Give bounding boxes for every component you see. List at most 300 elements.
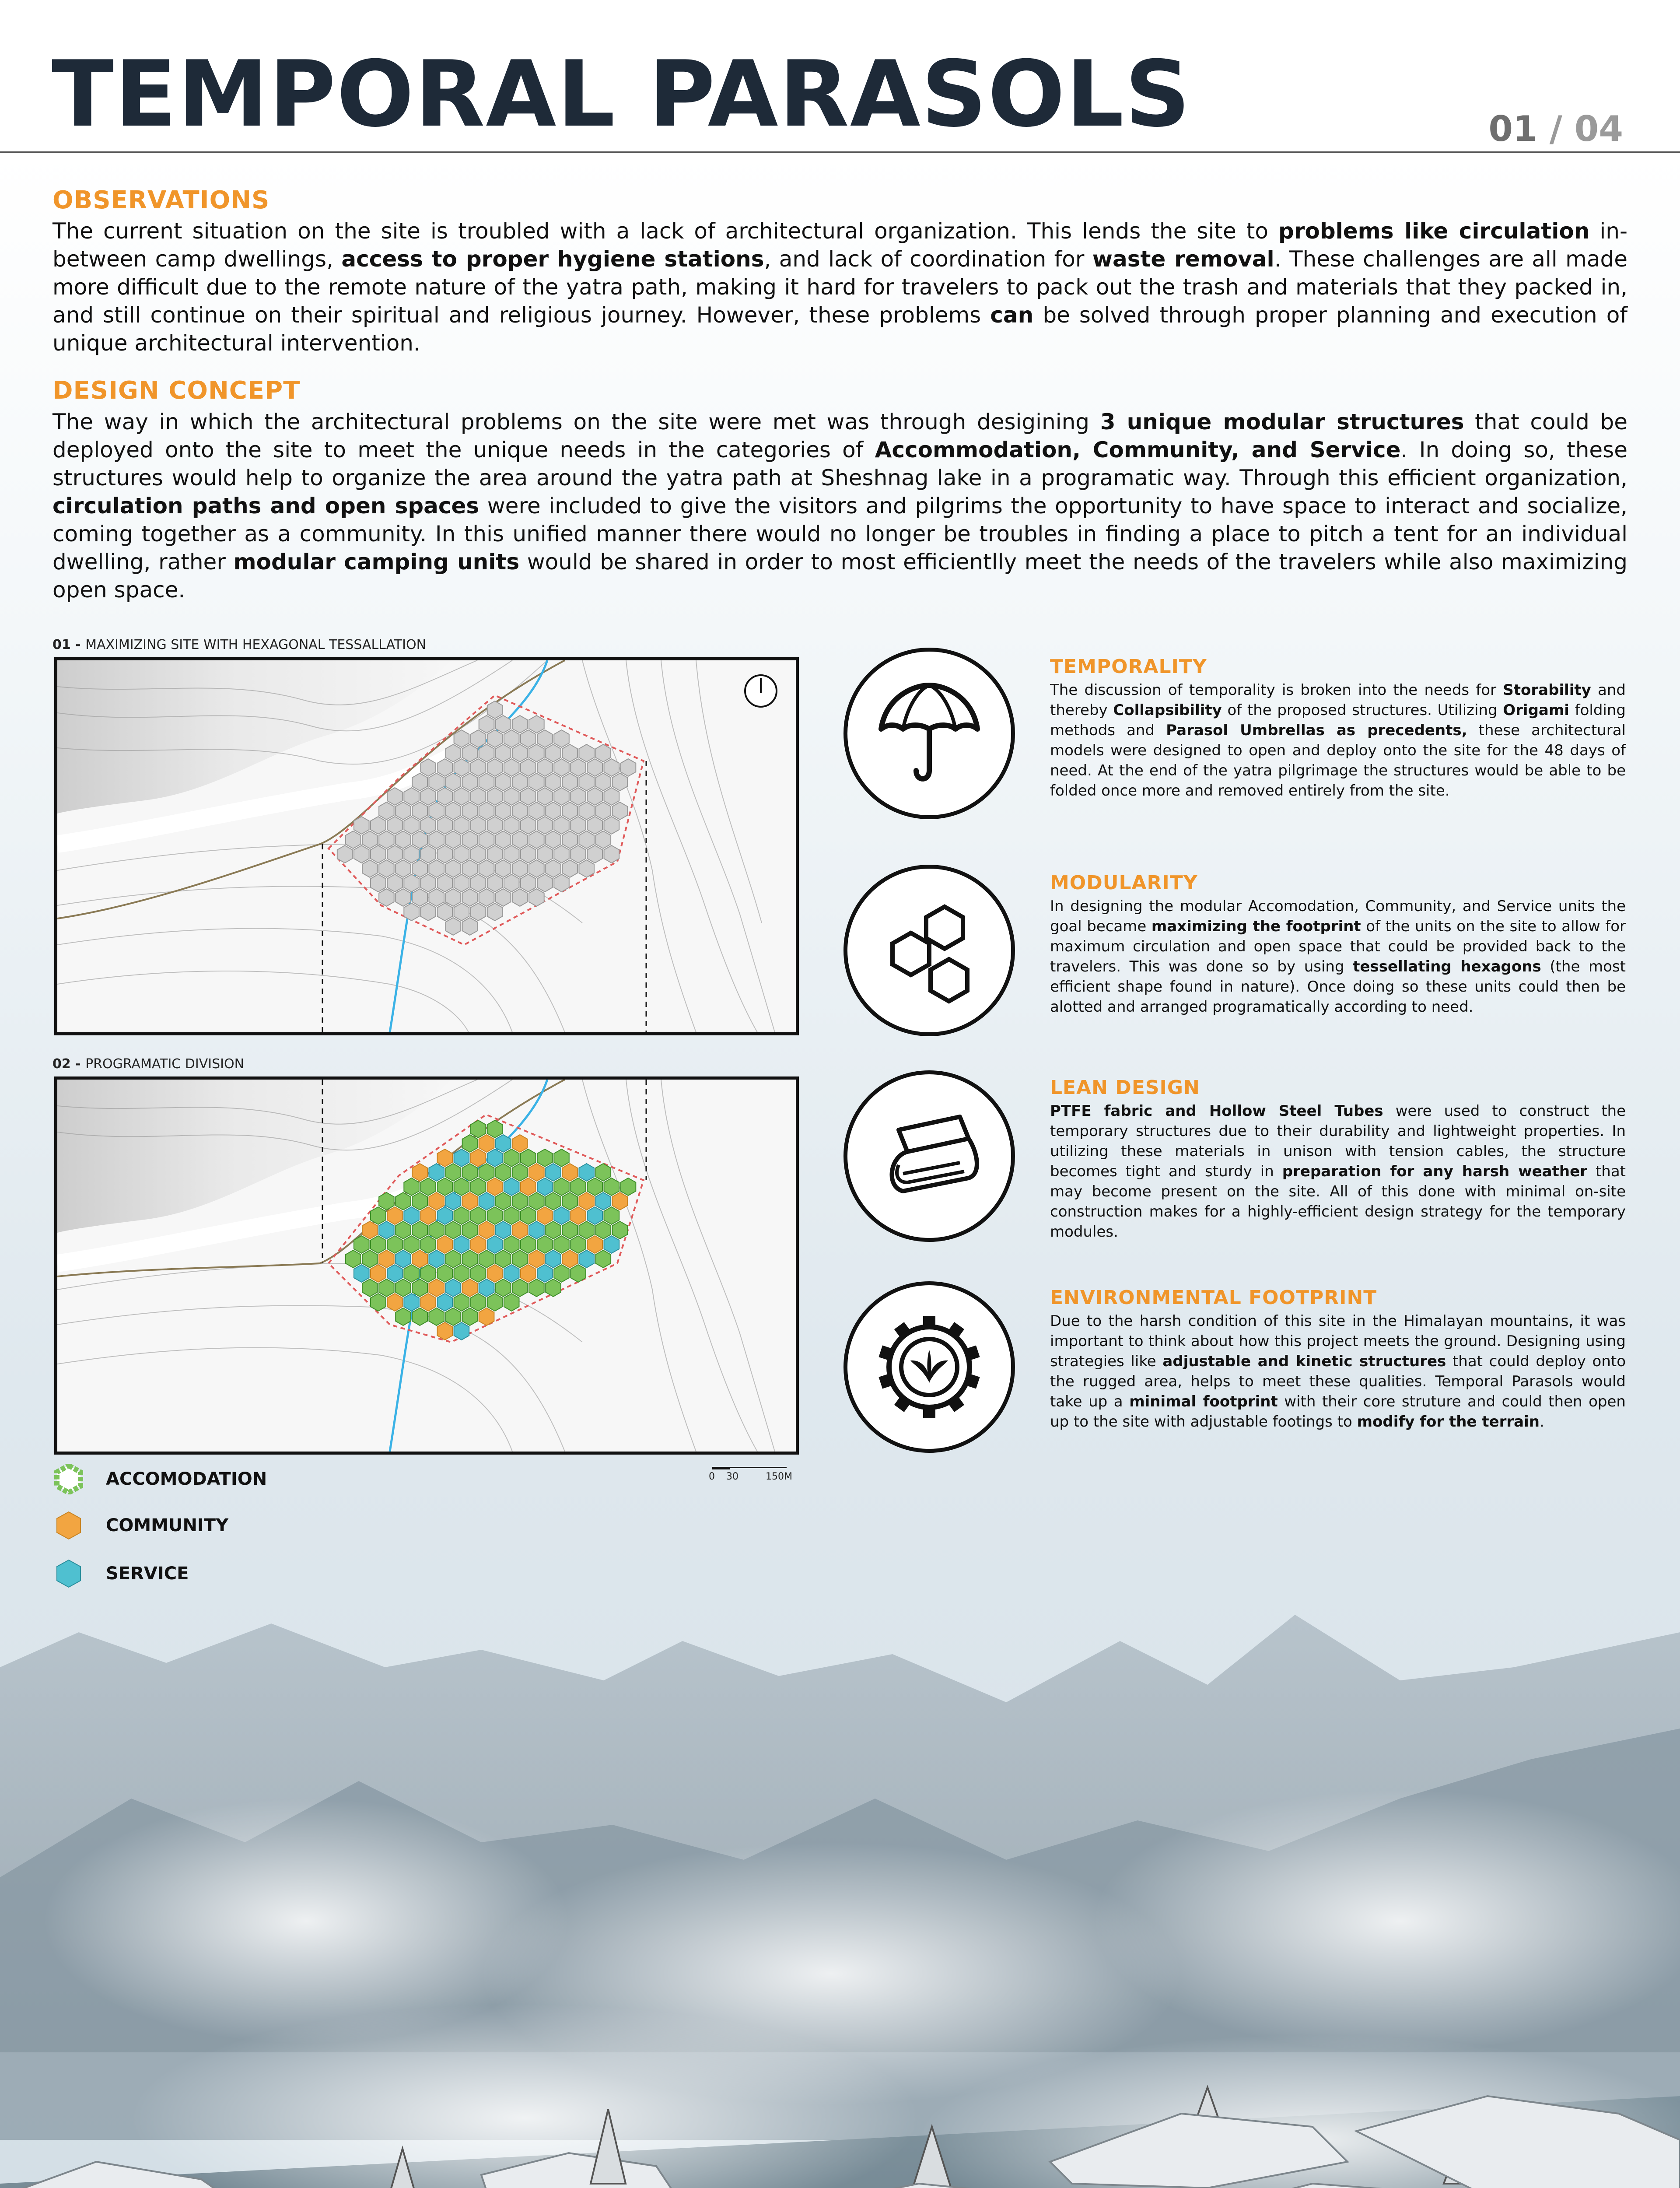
accommodation-hexagon [487, 1207, 503, 1224]
community-hexagon [479, 1308, 494, 1325]
site-hexagon [554, 874, 569, 892]
accommodation-hexagon [379, 1279, 394, 1297]
accommodation-hexagon [471, 1265, 486, 1282]
site-hexagon [420, 845, 436, 863]
design-concept-text [52, 408, 1628, 604]
site-hexagon [404, 903, 419, 921]
site-hexagon [487, 874, 503, 892]
site-hexagon [454, 874, 469, 892]
accommodation-hexagon [546, 1221, 561, 1239]
text-emphasis: Parasol Umbrellas as precedents, [1166, 722, 1467, 739]
service-hexagon [404, 1207, 419, 1224]
community-hexagon-icon [53, 1510, 84, 1541]
accommodation-hexagon [454, 1265, 469, 1282]
site-hexagon [529, 773, 544, 791]
site-hexagon [512, 744, 528, 762]
site-hexagon [371, 874, 386, 892]
text-run: with their core struture and could then open up to the site with adjustable footings to [1050, 1393, 1626, 1431]
site-hexagon [420, 759, 436, 776]
site-hexagon [579, 831, 594, 849]
community-hexagon [529, 1164, 544, 1181]
page-total: 04 [1574, 109, 1623, 149]
service-hexagon [596, 1192, 611, 1210]
site-hexagon [462, 889, 478, 906]
community-hexagon [521, 1178, 536, 1196]
service-hexagon [504, 1178, 519, 1196]
site-hexagon [471, 759, 486, 776]
text-emphasis: 3 unique modular structures [1100, 409, 1464, 435]
text-emphasis: Storability [1503, 681, 1591, 699]
temporality-title: TEMPORALITY [1050, 656, 1207, 678]
site-hexagon [412, 831, 427, 849]
site-hexagon [379, 831, 394, 849]
site-hexagon [521, 730, 536, 747]
community-hexagon [562, 1164, 578, 1181]
site-hexagon [462, 773, 478, 791]
text-run: The current situation on the site is troubled with a lack of architectural organization. This lends the site to [52, 218, 1279, 244]
accommodation-hexagon [546, 1279, 561, 1297]
service-hexagon [546, 1250, 561, 1268]
accommodation-hexagon [504, 1149, 519, 1167]
accommodation-hexagon [471, 1207, 486, 1224]
community-hexagon [521, 1265, 536, 1282]
service-hexagon [354, 1265, 369, 1282]
accommodation-hexagon [362, 1279, 378, 1297]
service-hexagon [487, 1236, 503, 1253]
map1-label [52, 637, 426, 652]
site-map-hexagonal [54, 657, 799, 1035]
accommodation-hexagon [387, 1236, 402, 1253]
service-hexagon [554, 1207, 569, 1224]
community-hexagon [438, 1149, 453, 1167]
map1-caption: MAXIMIZING SITE WITH HEXAGONAL TESSALLATION [85, 637, 427, 652]
service-hexagon-icon [53, 1558, 84, 1589]
accommodation-hexagon [412, 1192, 427, 1210]
accommodation-hexagon [462, 1250, 478, 1268]
accommodation-hexagon [521, 1149, 536, 1167]
site-hexagon [537, 817, 553, 834]
temporality-text [1050, 680, 1626, 801]
site-hexagon [379, 889, 394, 906]
site-hexagon [479, 831, 494, 849]
accommodation-hexagon [512, 1164, 528, 1181]
text-run: these architectural models were designed to open and deploy onto the site for the 48 days of need. At the end of the yatra pilgrimage the structures would be able to be folded once more and removed entirely from the site. [1050, 722, 1626, 799]
site-hexagon [396, 831, 411, 849]
site-hexagon [387, 845, 402, 863]
accommodation-hexagon [554, 1236, 569, 1253]
site-hexagon [587, 759, 602, 776]
accommodation-hexagon [446, 1221, 461, 1239]
site-hexagon [496, 831, 511, 849]
hexagons-icon [872, 894, 986, 1007]
accommodation-hexagon [404, 1265, 419, 1282]
site-hexagon [496, 773, 511, 791]
site-hexagon [471, 845, 486, 863]
text-run: of the units on the site to allow for maximum circulation and open space that could be provided back to the travelers. This was done so by using [1050, 918, 1626, 975]
site-hexagon [404, 788, 419, 805]
accommodation-hexagon [420, 1178, 436, 1196]
accommodation-hexagon [604, 1207, 620, 1224]
accommodation-hexagon [570, 1236, 586, 1253]
service-hexagon [604, 1236, 620, 1253]
text-emphasis: tessellating hexagons [1353, 958, 1541, 975]
site-hexagon [354, 817, 369, 834]
site-hexagon [562, 802, 578, 820]
accommodation-hexagon [521, 1236, 536, 1253]
site-hexagon [562, 744, 578, 762]
site-hexagon [529, 831, 544, 849]
header-divider [0, 151, 1680, 153]
site-hexagon [596, 831, 611, 849]
site-hexagon [387, 788, 402, 805]
site-hexagon [371, 845, 386, 863]
temporality-icon-circle [844, 648, 1015, 819]
community-hexagon [387, 1207, 402, 1224]
site-hexagon [570, 788, 586, 805]
site-hexagon [496, 889, 511, 906]
accommodation-hexagon [537, 1149, 553, 1167]
site-hexagon [579, 802, 594, 820]
site-hexagon [462, 802, 478, 820]
site-hexagon [521, 788, 536, 805]
legend-community-label: COMMUNITY [106, 1515, 229, 1536]
service-hexagon [387, 1265, 402, 1282]
community-hexagon [438, 1322, 453, 1340]
service-hexagon [379, 1221, 394, 1239]
accommodation-hexagon [371, 1207, 386, 1224]
site-hexagon [454, 730, 469, 747]
community-hexagon [438, 1236, 453, 1253]
site-hexagon [504, 759, 519, 776]
site-hexagon [512, 773, 528, 791]
site-hexagon [496, 860, 511, 877]
site-hexagon [579, 860, 594, 877]
service-hexagon [537, 1265, 553, 1282]
site-hexagon [512, 860, 528, 877]
site-hexagon [487, 730, 503, 747]
map2-caption: PROGRAMATIC DIVISION [85, 1056, 245, 1072]
accommodation-hexagon [596, 1164, 611, 1181]
text-run: folding methods and [1050, 701, 1626, 739]
accommodation-hexagon [446, 1308, 461, 1325]
site-hexagon [420, 874, 436, 892]
accommodation-hexagon [496, 1279, 511, 1297]
accommodation-hexagon [504, 1236, 519, 1253]
site-hexagon [387, 817, 402, 834]
site-hexagon [438, 874, 453, 892]
service-hexagon [446, 1192, 461, 1210]
service-hexagon [404, 1294, 419, 1311]
text-emphasis: waste removal [1092, 246, 1274, 272]
site-hexagon [337, 845, 353, 863]
legend-accommodation [53, 1462, 267, 1497]
site-hexagon [404, 845, 419, 863]
site-hexagon [479, 860, 494, 877]
site-hexagon [621, 759, 636, 776]
service-hexagon [396, 1250, 411, 1268]
accommodation-hexagon [379, 1192, 394, 1210]
site-hexagon [587, 817, 602, 834]
site-hexagon [487, 845, 503, 863]
service-hexagon [496, 1221, 511, 1239]
accommodation-hexagon [554, 1149, 569, 1167]
accommodation-hexagon [462, 1221, 478, 1239]
accommodation-hexagon [404, 1178, 419, 1196]
text-run: that could deploy onto the rugged area, helps to meet these qualities. Temporal Parasols would take up a [1050, 1353, 1626, 1410]
text-run: of the proposed structures. Utilizing [1222, 701, 1503, 719]
community-hexagon [429, 1192, 444, 1210]
poster-title: TEMPORAL PARASOLS [52, 42, 1191, 147]
community-hexagon [487, 1178, 503, 1196]
community-hexagon [537, 1207, 553, 1224]
accommodation-hexagon [412, 1308, 427, 1325]
site-hexagon [420, 817, 436, 834]
site-hexagon [471, 874, 486, 892]
modularity-text [1050, 896, 1626, 1017]
site-hexagon [454, 788, 469, 805]
accommodation-hexagon [596, 1221, 611, 1239]
accommodation-hexagon [537, 1236, 553, 1253]
site-hexagon [371, 817, 386, 834]
accommodation-hexagon [462, 1308, 478, 1325]
site-hexagon [587, 788, 602, 805]
site-hexagon [446, 831, 461, 849]
accommodation-hexagon [521, 1207, 536, 1224]
site-hexagon [537, 730, 553, 747]
service-hexagon [454, 1322, 469, 1340]
scale-bar [709, 1467, 796, 1484]
site-hexagon [496, 715, 511, 733]
site-hexagon [396, 802, 411, 820]
gear-leaf-icon [870, 1308, 988, 1426]
site-hexagon [346, 831, 361, 849]
accommodation-hexagon [371, 1236, 386, 1253]
site-hexagon [537, 788, 553, 805]
text-emphasis: access to proper hygiene stations [341, 246, 764, 272]
community-hexagon [362, 1221, 378, 1239]
site-hexagon [438, 759, 453, 776]
mountain-camp-render [0, 1615, 1680, 2188]
site-hexagon [612, 773, 628, 791]
service-hexagon [496, 1135, 511, 1152]
text-run: The discussion of temporality is broken into the needs for [1050, 681, 1503, 699]
page-current: 01 [1488, 109, 1537, 149]
text-run: . [1539, 1413, 1544, 1431]
folded-fabric-icon [872, 1099, 986, 1213]
accommodation-hexagon [420, 1265, 436, 1282]
lean-design-text [1050, 1101, 1626, 1242]
site-hexagon [429, 889, 444, 906]
site-hexagon [570, 759, 586, 776]
text-emphasis: can [990, 302, 1034, 328]
site-hexagon [429, 773, 444, 791]
site-hexagon [562, 773, 578, 791]
accommodation-hexagon [454, 1207, 469, 1224]
accommodation-hexagon [354, 1236, 369, 1253]
legend-service [53, 1556, 189, 1591]
community-hexagon [462, 1279, 478, 1297]
accommodation-hexagon [562, 1192, 578, 1210]
site-hexagon [462, 831, 478, 849]
site-hexagon [454, 845, 469, 863]
site-hexagon [562, 860, 578, 877]
site-hexagon [446, 889, 461, 906]
accommodation-hexagon [621, 1178, 636, 1196]
site-hexagon [404, 874, 419, 892]
site-hexagon [554, 817, 569, 834]
site-hexagon [546, 744, 561, 762]
text-run: (the most efficient shape found in nature). Once doing so these units could then be alotted and arranged programatically according to need. [1050, 958, 1626, 1016]
site-hexagon [438, 845, 453, 863]
community-hexagon [512, 1221, 528, 1239]
site-hexagon [354, 845, 369, 863]
site-hexagon [546, 860, 561, 877]
site-hexagon [438, 817, 453, 834]
site-hexagon [446, 744, 461, 762]
site-hexagon [604, 845, 620, 863]
umbrella-icon [872, 677, 986, 790]
observations-title: OBSERVATIONS [52, 186, 270, 214]
accommodation-hexagon [479, 1250, 494, 1268]
text-run: Due to the harsh condition of this site in the Himalayan mountains, it was important to think about how this project meets the ground. Designing using strategies like [1050, 1312, 1626, 1370]
site-hexagon [521, 845, 536, 863]
accommodation-hexagon [604, 1178, 620, 1196]
site-hexagon [604, 759, 620, 776]
text-run: be solved through proper planning and execution of unique architectural intervention. [52, 302, 1628, 356]
text-run: that could be deployed onto the site to meet the unique needs in the categories of [52, 409, 1628, 463]
accommodation-hexagon [438, 1265, 453, 1282]
site-hexagon [529, 715, 544, 733]
lean-design-icon-circle [844, 1070, 1015, 1242]
site-map-1-drawing [57, 660, 796, 1032]
service-hexagon [479, 1192, 494, 1210]
site-hexagon [554, 730, 569, 747]
community-hexagon [429, 1279, 444, 1297]
accommodation-hexagon [362, 1250, 378, 1268]
accommodation-hexagon [396, 1192, 411, 1210]
accommodation-hexagon [504, 1207, 519, 1224]
accommodation-hexagon [504, 1294, 519, 1311]
community-hexagon [420, 1294, 436, 1311]
site-hexagon [537, 845, 553, 863]
accommodation-hexagon [512, 1250, 528, 1268]
design-concept-title: DESIGN CONCEPT [52, 376, 301, 405]
site-hexagon [562, 831, 578, 849]
accommodation-hexagon [496, 1164, 511, 1181]
site-hexagon [479, 802, 494, 820]
community-hexagon [570, 1207, 586, 1224]
service-hexagon [438, 1294, 453, 1311]
page-indicator [1488, 109, 1623, 149]
site-hexagon [596, 773, 611, 791]
text-emphasis: adjustable and kinetic structures [1162, 1353, 1446, 1370]
site-hexagon [529, 744, 544, 762]
site-hexagon [554, 845, 569, 863]
site-hexagon [512, 889, 528, 906]
community-hexagon [462, 1192, 478, 1210]
accommodation-hexagon [429, 1308, 444, 1325]
community-hexagon [562, 1250, 578, 1268]
scale-zero: 0 [709, 1471, 715, 1482]
legend-community [53, 1508, 228, 1543]
site-hexagon [521, 874, 536, 892]
site-hexagon [604, 788, 620, 805]
accommodation-hexagon [462, 1164, 478, 1181]
site-hexagon [420, 788, 436, 805]
modularity-title: MODULARITY [1050, 872, 1198, 894]
site-hexagon [604, 817, 620, 834]
site-hexagon [471, 817, 486, 834]
service-hexagon [446, 1279, 461, 1297]
site-hexagon [379, 860, 394, 877]
community-hexagon [420, 1207, 436, 1224]
text-emphasis: Collapsibility [1113, 701, 1222, 719]
text-emphasis: maximizing the footprint [1151, 918, 1361, 935]
accommodation-hexagon [596, 1250, 611, 1268]
text-run: were included to give the visitors and pilgrims the opportunity to have space to interact and socialize, coming together as a community. In this unified manner there would no longer be troubles in finding a place to pitch a tent for an individual dwelling, rather [52, 493, 1628, 575]
community-hexagon [529, 1250, 544, 1268]
site-hexagon [412, 802, 427, 820]
accommodation-hexagon [512, 1192, 528, 1210]
site-hexagon [529, 889, 544, 906]
site-hexagon [446, 860, 461, 877]
site-hexagon [487, 817, 503, 834]
site-hexagon [554, 759, 569, 776]
text-run: would be shared in order to most efficientlly meet the needs of the travelers while also maximizing open space. [52, 549, 1628, 603]
scale-mid: 30 [726, 1471, 738, 1482]
accommodation-hexagon [412, 1221, 427, 1239]
site-hexagon [454, 903, 469, 921]
community-hexagon [412, 1250, 427, 1268]
accommodation-hexagon [471, 1294, 486, 1311]
accommodation-hexagon [396, 1221, 411, 1239]
community-hexagon [371, 1265, 386, 1282]
text-emphasis: modular camping units [233, 549, 520, 575]
map2-label [52, 1056, 244, 1072]
site-hexagon [579, 773, 594, 791]
service-hexagon [429, 1164, 444, 1181]
text-emphasis: preparation for any harsh weather [1282, 1163, 1587, 1180]
accommodation-hexagon [529, 1279, 544, 1297]
accommodation-hexagon [496, 1250, 511, 1268]
site-rendering [0, 1615, 1680, 2188]
site-hexagon [471, 730, 486, 747]
community-hexagon [512, 1135, 528, 1152]
accommodation-hexagon [496, 1192, 511, 1210]
site-hexagon [596, 802, 611, 820]
site-hexagon [587, 845, 602, 863]
community-hexagon [471, 1149, 486, 1167]
text-run: and thereby [1050, 681, 1626, 719]
site-hexagon [429, 802, 444, 820]
site-hexagon [529, 860, 544, 877]
service-hexagon [537, 1178, 553, 1196]
site-hexagon [579, 744, 594, 762]
community-hexagon [612, 1192, 628, 1210]
legend-service-label: SERVICE [106, 1564, 189, 1584]
text-emphasis: Accommodation, Community, and Service [875, 437, 1401, 463]
accommodation-hexagon [438, 1178, 453, 1196]
text-emphasis: Origami [1503, 701, 1569, 719]
text-emphasis: modify for the terrain [1357, 1413, 1540, 1431]
site-hexagon [412, 889, 427, 906]
community-hexagon [579, 1192, 594, 1210]
site-hexagon [487, 759, 503, 776]
site-hexagon [504, 817, 519, 834]
site-hexagon [504, 730, 519, 747]
accommodation-hexagon [446, 1250, 461, 1268]
accommodation-hexagon [562, 1221, 578, 1239]
